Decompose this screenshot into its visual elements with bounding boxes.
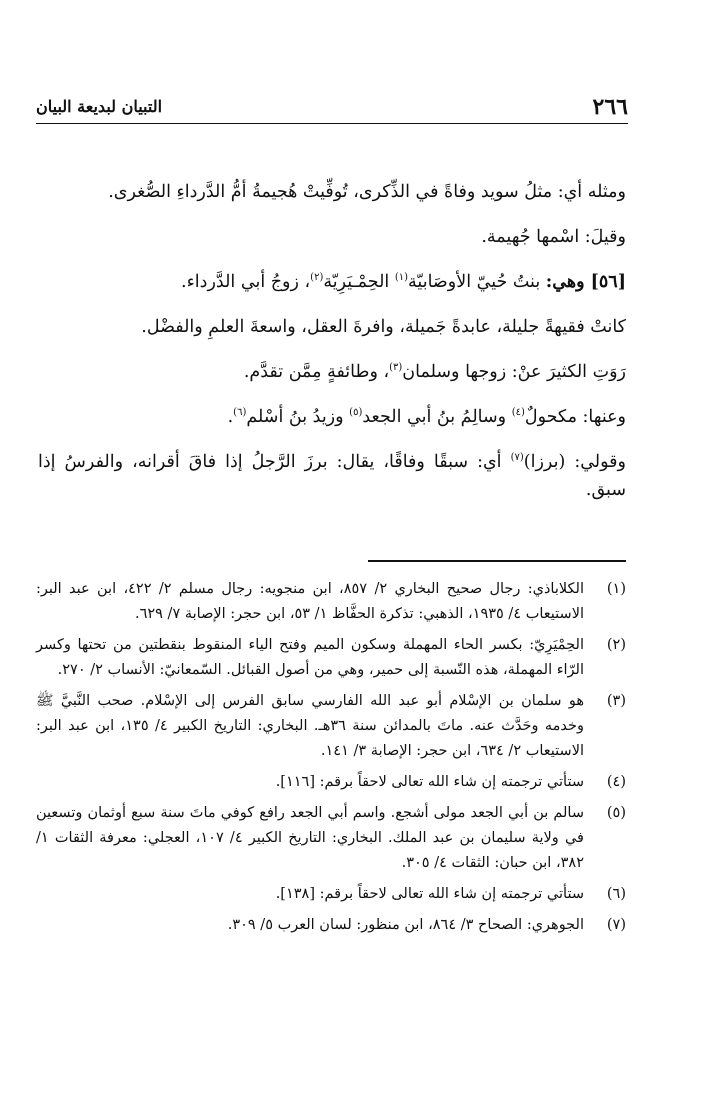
footnote-rule [368,560,626,562]
footnote-marker: (٧) [510,452,524,464]
footnote [36,770,626,795]
footnote [36,882,626,907]
footnote-marker: (٤) [511,407,525,419]
paragraph-7 [38,448,626,504]
footnote [36,577,626,627]
text-run: ، زوجُ أبي الدَّرداء. [181,272,311,292]
text-run: بنتُ حُييّ الأوصَابيّة [408,272,541,292]
paragraph-6 [38,403,626,431]
footnote-text: الحِمْيَرِيّ: بكسر الحاء المهملة وسكون الميم وفتح الياء المنقوط بنقطتين من تحتها وكسر الرّاء المهملة، هذه النّسبة إلى حمير، وهي من أصول القبائل. السّمعانيّ: الأنساب ٢/ ٢٧٠. [36,637,584,678]
footnote-text: سالم بن أبي الجعد مولى أشجع. واسم أبي الجعد رافع كوفي ماتَ سنة سبع أوثمان وتسعين في ولاية سليمان بن عبد الملك. البخاري: التاريخ الكبير ٤/ ١٠٧، العجلي: معرفة الثقات ١/ ٣٨٢، ابن حبان: الثقات ٤/ ٣٠٥. [36,805,584,871]
footnote-text: ستأتي ترجمته إن شاء الله تعالى لاحقاً برقم: [١٣٨]. [275,886,584,902]
header-rule [36,123,628,124]
text-run: . [227,407,234,427]
footnote-marker: (٥) [349,407,363,419]
footnote-marker: (٦) [233,407,247,419]
footnote-number: (٦) [606,886,626,902]
text-run: الحِمْـيَرِيّة [323,272,390,292]
text-run: وسالِمُ بنُ أبي الجعد [362,407,507,427]
footnote [36,689,626,764]
paragraph-3 [38,268,626,296]
footnote-text: هو سلمان بن الإسْلام أبو عبد الله الفارسي سابق الفرس إلى الإسْلام. صحب النَّبيَّ ﷺ وخدمه وحَدَّث عنه. ماتَ بالمدائن سنة ٣٦هـ. البخاري: التاريخ الكبير ٤/ ١٣٥، ابن عبد البر: الاستيعاب ٢/ ٦٣٤، ابن حجر: الإصابة ٣/ ١٤١. [36,693,585,759]
footnote-number: (٥) [606,805,626,821]
page-number: ٢٦٦ [592,94,628,120]
footnote-number: (١) [606,581,626,597]
text-run: رَوَتِ الكثيرَ عنْ: زوجها وسلمان [402,362,626,382]
footnote-text: ستأتي ترجمته إن شاء الله تعالى لاحقاً برقم: [١١٦]. [275,774,584,790]
footnotes [36,577,626,944]
page-header [36,94,628,124]
footnote-text: الجوهري: الصحاح ٣/ ٨٦٤، ابن منظور: لسان العرب ٥/ ٣٠٩. [227,917,584,933]
paragraph-4: كانتْ فقيهةً جليلة، عابدةً جَميلة، وافرةَ العقل، واسعةَ العلمِ والفضْل. [141,317,626,337]
footnote-number: (٤) [606,774,626,790]
footnote-marker: (١) [394,272,409,284]
footnote-number: (٧) [606,917,626,933]
running-title: التبيان لبديعة البيان [36,97,163,116]
text-run: أي: سبقًا وفاقًا، يقال: برزَ الرَّجلُ إذا فاقَ أقرانه، والفرسُ إذا سبق. [38,452,626,500]
footnote-marker: (٢) [310,272,324,284]
main-text [38,178,626,521]
footnote-number: (٣) [606,693,626,709]
paragraph-1: ومثله أي: مثلُ سويد وفاةً في الذِّكرى، تُوفِّيتْ هُجيمةُ أمُّ الدَّرداءِ الصُّغرى. [108,182,626,202]
text-run: وقولي: (برزا) [523,452,626,472]
footnote [36,633,626,683]
paragraph-2: وقيلَ: اسْمها جُهيمة. [481,227,626,247]
footnote-marker: (٣) [389,362,403,374]
footnote-number: (٢) [606,637,626,653]
paragraph-5 [38,358,626,386]
entry-number: [٥٦] وهي: [545,272,626,292]
footnote [36,913,626,938]
footnote [36,801,626,876]
text-run: وعنها: مكحولٌ [524,407,626,427]
text-run: وزيدُ بنُ أسْلم [246,407,344,427]
text-run: ، وطائفةٍ مِمَّن تقدَّم. [243,362,390,382]
footnote-text: الكلاباذي: رجال صحيح البخاري ٢/ ٨٥٧، ابن منجويه: رجال مسلم ٢/ ٤٢٢، ابن عبد البر: الاستيعاب ٤/ ١٩٣٥، الذهبي: تذكرة الحفَّاظ ١/ ٥٣، ابن حجر: الإصابة ٧/ ٦٢٩. [36,581,584,622]
